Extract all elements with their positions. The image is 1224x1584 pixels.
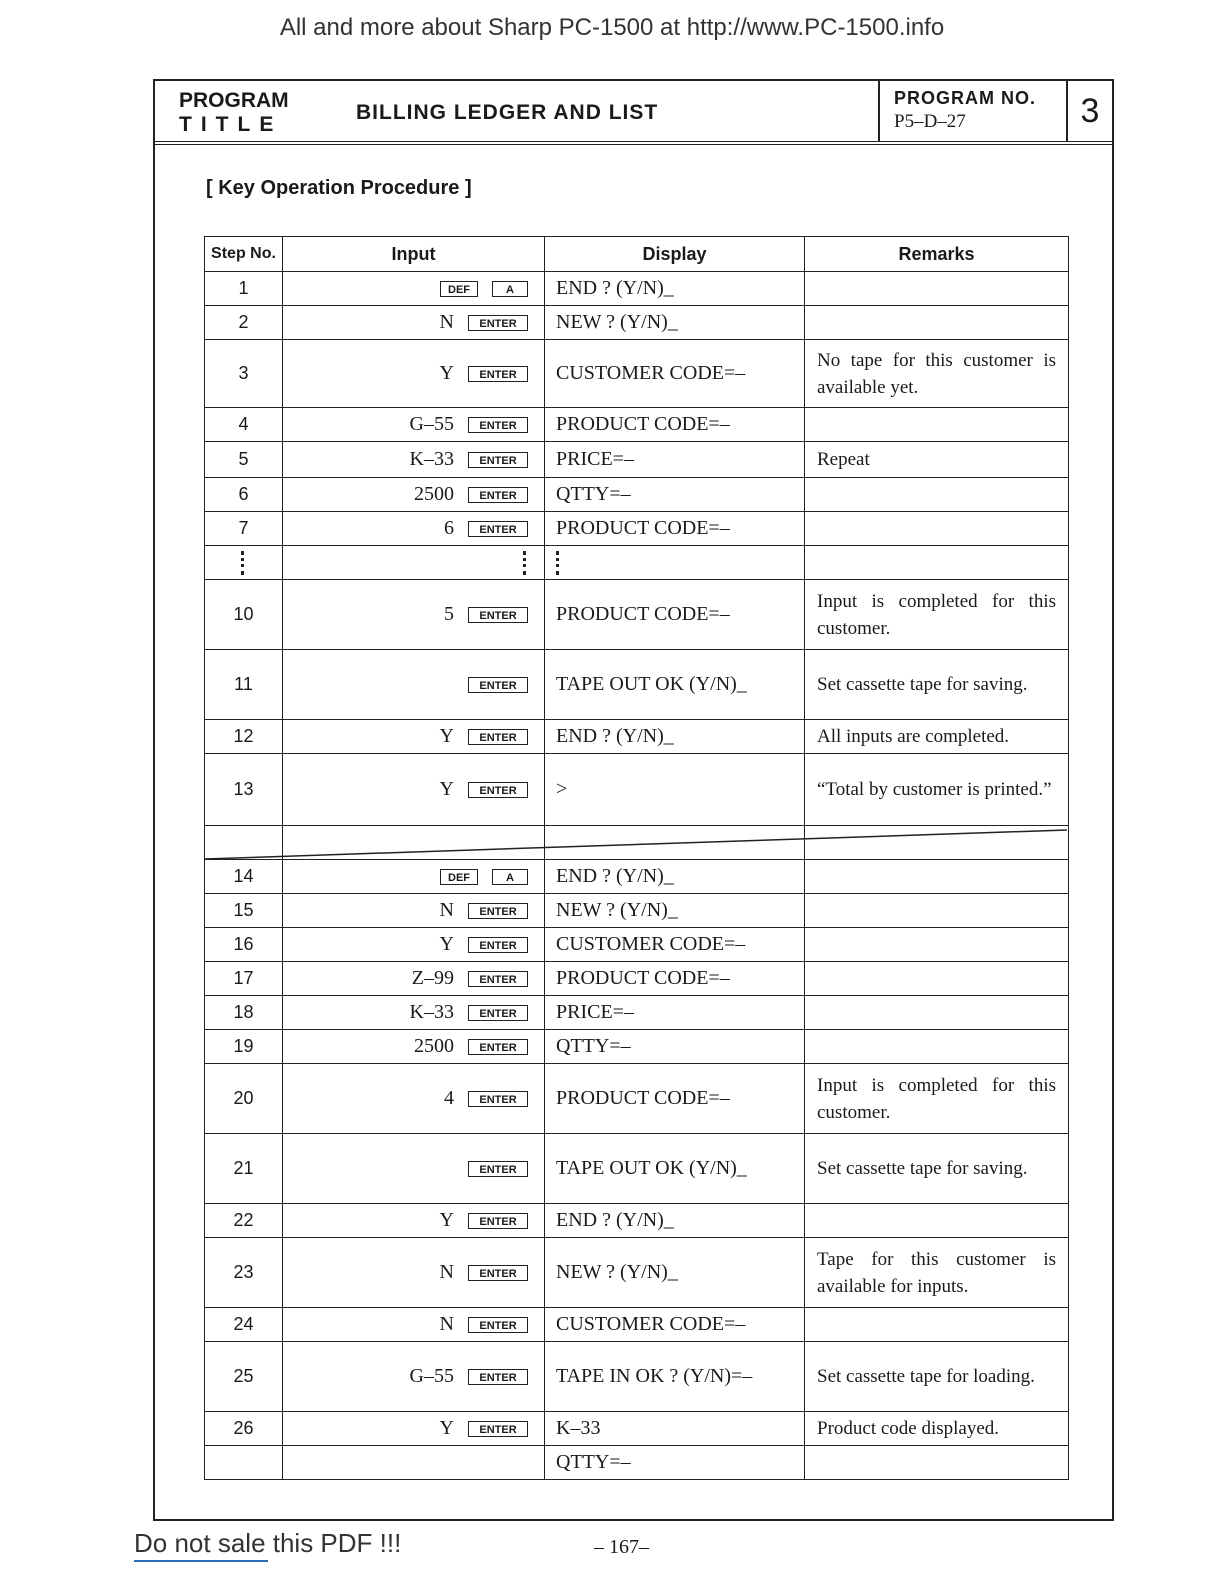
- input-cell: [283, 272, 545, 306]
- step-no: 12: [205, 720, 283, 754]
- input-cell: [283, 1204, 545, 1238]
- input-cell: [283, 546, 545, 580]
- input-value: N: [439, 1261, 454, 1283]
- input-cell: [283, 1446, 545, 1480]
- key-enter: ENTER: [468, 487, 528, 503]
- step-no: 1: [205, 272, 283, 306]
- input-value: N: [439, 899, 454, 921]
- table-row: [205, 650, 1069, 720]
- key-operation-table: [204, 236, 1069, 1480]
- program-header: [155, 81, 1112, 145]
- input-cell: [283, 894, 545, 928]
- step-no: 25: [205, 1342, 283, 1412]
- program-title-label: [179, 89, 289, 137]
- display-cell: END ? (Y/N)_: [545, 272, 805, 306]
- continuation-dots: [241, 551, 246, 575]
- key-enter: ENTER: [468, 782, 528, 798]
- table-row: [205, 1412, 1069, 1446]
- key-enter: ENTER: [468, 937, 528, 953]
- remarks-cell: Repeat: [805, 442, 1069, 478]
- step-no: 11: [205, 650, 283, 720]
- remarks-cell: Input is completed for this customer.: [805, 1064, 1069, 1134]
- table-row: [205, 1342, 1069, 1412]
- key-enter: ENTER: [468, 607, 528, 623]
- input-value: N: [439, 311, 454, 333]
- table-row: [205, 1030, 1069, 1064]
- remarks-cell: Set cassette tape for loading.: [805, 1342, 1069, 1412]
- page-mark: 3: [1066, 81, 1112, 141]
- remarks-cell: [805, 894, 1069, 928]
- step-no: [205, 1446, 283, 1480]
- remarks-cell: No tape for this customer is available yet.: [805, 340, 1069, 408]
- step-no: 23: [205, 1238, 283, 1308]
- table-row: [205, 1134, 1069, 1204]
- input-value: 5: [444, 603, 454, 625]
- step-no: 7: [205, 512, 283, 546]
- table-row: [205, 272, 1069, 306]
- table-row: [205, 1064, 1069, 1134]
- input-cell: [283, 1342, 545, 1412]
- input-cell: [283, 1238, 545, 1308]
- display-cell: PRODUCT CODE=–: [545, 1064, 805, 1134]
- input-cell: [283, 826, 545, 860]
- display-cell: PRODUCT CODE=–: [545, 580, 805, 650]
- input-value: Z–99: [411, 967, 454, 989]
- table-row: [205, 1446, 1069, 1480]
- input-cell: [283, 306, 545, 340]
- display-cell: [545, 826, 805, 860]
- remarks-cell: [805, 1308, 1069, 1342]
- remarks-cell: [805, 928, 1069, 962]
- display-cell: CUSTOMER CODE=–: [545, 928, 805, 962]
- input-value: 6: [444, 517, 454, 539]
- section-title: [ Key Operation Procedure ]: [206, 177, 472, 199]
- key-enter: ENTER: [468, 729, 528, 745]
- input-value: Y: [439, 1417, 454, 1439]
- table-row: [205, 546, 1069, 580]
- display-cell: K–33: [545, 1412, 805, 1446]
- table-row: [205, 512, 1069, 546]
- input-cell: [283, 340, 545, 408]
- key-enter: ENTER: [468, 903, 528, 919]
- display-cell: NEW ? (Y/N)_: [545, 306, 805, 340]
- table-row: [205, 340, 1069, 408]
- remarks-cell: All inputs are completed.: [805, 720, 1069, 754]
- display-cell: QTTY=–: [545, 1446, 805, 1480]
- remarks-cell: [805, 826, 1069, 860]
- table-row: [205, 408, 1069, 442]
- step-no: 5: [205, 442, 283, 478]
- remarks-cell: [805, 1446, 1069, 1480]
- display-cell: END ? (Y/N)_: [545, 860, 805, 894]
- header-input: Input: [283, 237, 545, 272]
- table-header-row: [205, 237, 1069, 272]
- program-title: BILLING LEDGER AND LIST: [356, 101, 659, 124]
- table-row: [205, 894, 1069, 928]
- input-cell: [283, 580, 545, 650]
- step-no: 3: [205, 340, 283, 408]
- display-cell: CUSTOMER CODE=–: [545, 1308, 805, 1342]
- step-no: 26: [205, 1412, 283, 1446]
- key-enter: ENTER: [468, 1421, 528, 1437]
- display-cell: QTTY=–: [545, 1030, 805, 1064]
- program-number-box: [878, 81, 1066, 141]
- display-cell: CUSTOMER CODE=–: [545, 340, 805, 408]
- step-no: 13: [205, 754, 283, 826]
- input-cell: [283, 962, 545, 996]
- header-remarks: Remarks: [805, 237, 1069, 272]
- header-display: Display: [545, 237, 805, 272]
- continuation-dots: [523, 551, 528, 575]
- table-row: [205, 860, 1069, 894]
- step-no: 22: [205, 1204, 283, 1238]
- step-no: 10: [205, 580, 283, 650]
- display-cell: NEW ? (Y/N)_: [545, 894, 805, 928]
- display-cell: TAPE OUT OK (Y/N)_: [545, 650, 805, 720]
- input-cell: [283, 512, 545, 546]
- display-cell: NEW ? (Y/N)_: [545, 1238, 805, 1308]
- input-value: 2500: [414, 1035, 454, 1057]
- remarks-cell: [805, 478, 1069, 512]
- input-value: Y: [439, 933, 454, 955]
- display-cell: PRODUCT CODE=–: [545, 408, 805, 442]
- remarks-cell: [805, 408, 1069, 442]
- step-no: 6: [205, 478, 283, 512]
- key-def: DEF: [440, 281, 478, 297]
- step-no: 19: [205, 1030, 283, 1064]
- input-value: Y: [439, 778, 454, 800]
- key-enter: ENTER: [468, 677, 528, 693]
- remarks-cell: Input is completed for this customer.: [805, 580, 1069, 650]
- key-enter: ENTER: [468, 315, 528, 331]
- remarks-cell: [805, 996, 1069, 1030]
- key-enter: ENTER: [468, 1317, 528, 1333]
- input-value: Y: [439, 362, 454, 384]
- input-cell: [283, 478, 545, 512]
- step-no: 2: [205, 306, 283, 340]
- display-cell: PRODUCT CODE=–: [545, 962, 805, 996]
- input-cell: [283, 1134, 545, 1204]
- remarks-cell: [805, 512, 1069, 546]
- input-cell: [283, 996, 545, 1030]
- display-cell: PRODUCT CODE=–: [545, 512, 805, 546]
- input-value: G–55: [409, 413, 454, 435]
- step-no: 24: [205, 1308, 283, 1342]
- table-row: [205, 720, 1069, 754]
- step-no: 14: [205, 860, 283, 894]
- step-no: 20: [205, 1064, 283, 1134]
- key-enter: ENTER: [468, 417, 528, 433]
- table-row: [205, 826, 1069, 860]
- key-def: DEF: [440, 869, 478, 885]
- table-row: [205, 962, 1069, 996]
- site-note: All and more about Sharp PC-1500 at http://www.PC-1500.info: [279, 14, 945, 41]
- key-enter: ENTER: [468, 1091, 528, 1107]
- input-cell: [283, 720, 545, 754]
- remarks-cell: Product code displayed.: [805, 1412, 1069, 1446]
- step-no: 17: [205, 962, 283, 996]
- display-cell: END ? (Y/N)_: [545, 720, 805, 754]
- remarks-cell: Set cassette tape for saving.: [805, 1134, 1069, 1204]
- key-enter: ENTER: [468, 1265, 528, 1281]
- display-cell: [545, 546, 805, 580]
- remarks-cell: Set cassette tape for saving.: [805, 650, 1069, 720]
- input-value: 2500: [414, 483, 454, 505]
- key-enter: ENTER: [468, 452, 528, 468]
- key-enter: ENTER: [468, 1369, 528, 1385]
- program-no-label: PROGRAM NO.: [894, 88, 1037, 108]
- key-enter: ENTER: [468, 366, 528, 382]
- table-row: [205, 580, 1069, 650]
- step-no: [205, 826, 283, 860]
- table-row: [205, 754, 1069, 826]
- step-no: 18: [205, 996, 283, 1030]
- remarks-cell: [805, 546, 1069, 580]
- display-cell: QTTY=–: [545, 478, 805, 512]
- step-no: [205, 546, 283, 580]
- key-a: A: [492, 281, 528, 297]
- step-no: 16: [205, 928, 283, 962]
- footer-notice: Do not sale this PDF !!!: [134, 1528, 402, 1558]
- key-enter: ENTER: [468, 1039, 528, 1055]
- key-enter: ENTER: [468, 1213, 528, 1229]
- input-value: K–33: [409, 448, 454, 470]
- key-enter: ENTER: [468, 1161, 528, 1177]
- table-row: [205, 478, 1069, 512]
- remarks-cell: “Total by customer is printed.”: [805, 754, 1069, 826]
- input-cell: [283, 1308, 545, 1342]
- key-enter: ENTER: [468, 521, 528, 537]
- remarks-cell: [805, 1030, 1069, 1064]
- input-value: K–33: [409, 1001, 454, 1023]
- display-cell: PRICE=–: [545, 442, 805, 478]
- table-row: [205, 1204, 1069, 1238]
- input-value: Y: [439, 1209, 454, 1231]
- input-cell: [283, 928, 545, 962]
- display-cell: PRICE=–: [545, 996, 805, 1030]
- table-row: [205, 996, 1069, 1030]
- input-value: 4: [444, 1087, 454, 1109]
- input-cell: [283, 408, 545, 442]
- title-label: TITLE: [179, 113, 283, 136]
- continuation-dots: [556, 551, 561, 575]
- display-cell: >: [545, 754, 805, 826]
- input-cell: [283, 650, 545, 720]
- key-enter: ENTER: [468, 971, 528, 987]
- table-row: [205, 1308, 1069, 1342]
- table-row: [205, 928, 1069, 962]
- remarks-cell: Tape for this customer is available for inputs.: [805, 1238, 1069, 1308]
- remarks-cell: [805, 860, 1069, 894]
- table-row: [205, 306, 1069, 340]
- remarks-cell: [805, 306, 1069, 340]
- page-number: – 167–: [594, 1536, 649, 1558]
- display-cell: TAPE IN OK ? (Y/N)=–: [545, 1342, 805, 1412]
- table-row: [205, 1238, 1069, 1308]
- input-cell: [283, 1412, 545, 1446]
- input-value: N: [439, 1313, 454, 1335]
- step-no: 21: [205, 1134, 283, 1204]
- key-enter: ENTER: [468, 1005, 528, 1021]
- header-step: Step No.: [205, 237, 283, 272]
- key-a: A: [492, 869, 528, 885]
- display-cell: END ? (Y/N)_: [545, 1204, 805, 1238]
- footer-underline: [134, 1560, 268, 1562]
- input-cell: [283, 754, 545, 826]
- remarks-cell: [805, 962, 1069, 996]
- input-value: Y: [439, 725, 454, 747]
- input-cell: [283, 860, 545, 894]
- remarks-cell: [805, 1204, 1069, 1238]
- input-value: G–55: [409, 1365, 454, 1387]
- display-cell: TAPE OUT OK (Y/N)_: [545, 1134, 805, 1204]
- remarks-cell: [805, 272, 1069, 306]
- step-no: 4: [205, 408, 283, 442]
- input-cell: [283, 1030, 545, 1064]
- program-no: P5–D–27: [894, 111, 966, 132]
- table-row: [205, 442, 1069, 478]
- step-no: 15: [205, 894, 283, 928]
- input-cell: [283, 442, 545, 478]
- input-cell: [283, 1064, 545, 1134]
- program-label: PROGRAM: [179, 89, 289, 112]
